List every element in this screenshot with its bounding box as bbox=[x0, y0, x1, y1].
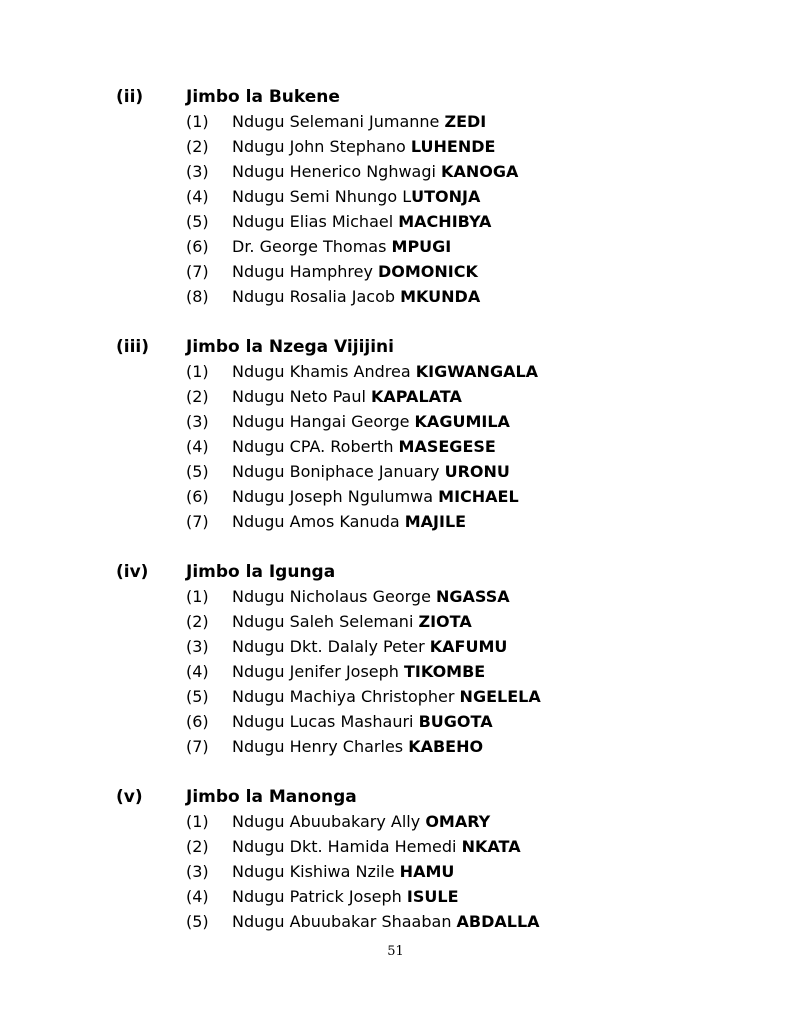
list-item bbox=[116, 359, 756, 384]
section-number: (iv) bbox=[116, 561, 149, 582]
list-item bbox=[116, 909, 756, 934]
entry-number: (5) bbox=[186, 687, 209, 706]
entry-name bbox=[232, 712, 493, 731]
given-names: Ndugu Henry Charles bbox=[232, 737, 409, 756]
surname: MASEGESE bbox=[398, 437, 496, 456]
section-heading bbox=[116, 84, 756, 109]
given-names: Ndugu Selemani Jumanne bbox=[232, 112, 445, 131]
constituency-section bbox=[116, 559, 756, 759]
entry-number: (8) bbox=[186, 287, 209, 306]
list-item bbox=[116, 459, 756, 484]
entry-number: (4) bbox=[186, 437, 209, 456]
given-names: Ndugu Henerico Nghwagi bbox=[232, 162, 442, 181]
surname: ZIOTA bbox=[418, 612, 472, 631]
section-number: (ii) bbox=[116, 86, 144, 107]
entry-number: (4) bbox=[186, 662, 209, 681]
surname: NGELELA bbox=[459, 687, 541, 706]
list-item bbox=[116, 134, 756, 159]
surname: BUGOTA bbox=[418, 712, 493, 731]
entry-number: (2) bbox=[186, 612, 209, 631]
list-item bbox=[116, 484, 756, 509]
entry-number: (7) bbox=[186, 737, 209, 756]
surname: URONU bbox=[444, 462, 510, 481]
entry-name bbox=[232, 287, 480, 306]
given-names: Ndugu Lucas Mashauri bbox=[232, 712, 419, 731]
section-heading bbox=[116, 334, 756, 359]
entry-number: (1) bbox=[186, 812, 209, 831]
list-item bbox=[116, 209, 756, 234]
entry-number: (4) bbox=[186, 187, 209, 206]
list-item bbox=[116, 684, 756, 709]
section-number: (v) bbox=[116, 786, 143, 807]
entry-name bbox=[232, 212, 491, 231]
surname: MACHIBYA bbox=[398, 212, 492, 231]
entry-name bbox=[232, 887, 459, 906]
given-names: Ndugu Abuubakar Shaaban bbox=[232, 912, 457, 931]
entry-number: (6) bbox=[186, 487, 209, 506]
entry-number: (4) bbox=[186, 887, 209, 906]
entry-number: (3) bbox=[186, 862, 209, 881]
list-item bbox=[116, 884, 756, 909]
entry-number: (6) bbox=[186, 712, 209, 731]
list-item bbox=[116, 859, 756, 884]
entry-name bbox=[232, 487, 519, 506]
given-names: Ndugu Nicholaus George bbox=[232, 587, 437, 606]
entry-name bbox=[232, 862, 454, 881]
surname: ABDALLA bbox=[456, 912, 540, 931]
given-names: Ndugu Rosalia Jacob bbox=[232, 287, 401, 306]
entry-name bbox=[232, 362, 538, 381]
entry-name bbox=[232, 662, 485, 681]
entry-name bbox=[232, 612, 472, 631]
given-names: Ndugu Semi Nhungo L bbox=[232, 187, 412, 206]
entry-name bbox=[232, 112, 486, 131]
section-title: Jimbo la Manonga bbox=[186, 786, 357, 807]
list-item bbox=[116, 634, 756, 659]
given-names: Ndugu Saleh Selemani bbox=[232, 612, 419, 631]
list-item bbox=[116, 284, 756, 309]
list-item bbox=[116, 834, 756, 859]
section-title: Jimbo la Nzega Vijijini bbox=[186, 336, 394, 357]
given-names: Ndugu Kishiwa Nzile bbox=[232, 862, 400, 881]
surname: UTONJA bbox=[411, 187, 481, 206]
entry-number: (7) bbox=[186, 262, 209, 281]
entry-number: (6) bbox=[186, 237, 209, 256]
entry-number: (5) bbox=[186, 462, 209, 481]
section-title: Jimbo la Igunga bbox=[186, 561, 336, 582]
list-item bbox=[116, 259, 756, 284]
list-item bbox=[116, 709, 756, 734]
list-item bbox=[116, 159, 756, 184]
entry-name bbox=[232, 387, 462, 406]
list-item bbox=[116, 584, 756, 609]
given-names: Ndugu Jenifer Joseph bbox=[232, 662, 405, 681]
surname: MICHAEL bbox=[438, 487, 519, 506]
surname: MKUNDA bbox=[400, 287, 481, 306]
entry-name bbox=[232, 812, 490, 831]
constituency-section bbox=[116, 334, 756, 534]
surname: HAMU bbox=[399, 862, 455, 881]
given-names: Ndugu Amos Kanuda bbox=[232, 512, 405, 531]
surname: OMARY bbox=[425, 812, 491, 831]
given-names: Ndugu Joseph Ngulumwa bbox=[232, 487, 439, 506]
entry-name bbox=[232, 137, 495, 156]
entry-name bbox=[232, 512, 466, 531]
list-item bbox=[116, 434, 756, 459]
given-names: Ndugu Neto Paul bbox=[232, 387, 372, 406]
page-number: 51 bbox=[387, 944, 404, 959]
surname: ISULE bbox=[406, 887, 459, 906]
given-names: Ndugu Machiya Christopher bbox=[232, 687, 460, 706]
list-item bbox=[116, 384, 756, 409]
entry-name bbox=[232, 237, 451, 256]
given-names: Ndugu Abuubakary Ally bbox=[232, 812, 426, 831]
surname: KAFUMU bbox=[429, 637, 508, 656]
entry-number: (1) bbox=[186, 587, 209, 606]
surname: DOMONICK bbox=[378, 262, 478, 281]
surname: KIGWANGALA bbox=[415, 362, 539, 381]
list-item bbox=[116, 609, 756, 634]
entry-number: (3) bbox=[186, 162, 209, 181]
entry-name bbox=[232, 587, 510, 606]
given-names: Ndugu CPA. Roberth bbox=[232, 437, 399, 456]
list-item bbox=[116, 509, 756, 534]
entry-name bbox=[232, 412, 510, 431]
surname: KANOGA bbox=[441, 162, 519, 181]
surname: MPUGI bbox=[391, 237, 452, 256]
given-names: Ndugu Patrick Joseph bbox=[232, 887, 407, 906]
entry-name bbox=[232, 162, 518, 181]
entry-name bbox=[232, 462, 510, 481]
entry-number: (1) bbox=[186, 362, 209, 381]
surname: KAGUMILA bbox=[414, 412, 510, 431]
list-item bbox=[116, 109, 756, 134]
surname: ZEDI bbox=[444, 112, 487, 131]
entry-name bbox=[232, 262, 478, 281]
constituency-section bbox=[116, 84, 756, 309]
section-heading bbox=[116, 559, 756, 584]
entry-number: (3) bbox=[186, 412, 209, 431]
given-names: Dr. George Thomas bbox=[232, 237, 392, 256]
given-names: Ndugu John Stephano bbox=[232, 137, 411, 156]
surname: MAJILE bbox=[404, 512, 467, 531]
entry-number: (5) bbox=[186, 212, 209, 231]
section-title: Jimbo la Bukene bbox=[186, 86, 340, 107]
given-names: Ndugu Dkt. Dalaly Peter bbox=[232, 637, 430, 656]
section-number: (iii) bbox=[116, 336, 150, 357]
given-names: Ndugu Hamphrey bbox=[232, 262, 378, 281]
list-item bbox=[116, 734, 756, 759]
surname: KABEHO bbox=[408, 737, 484, 756]
entry-name bbox=[232, 687, 541, 706]
list-item bbox=[116, 184, 756, 209]
constituency-section bbox=[116, 784, 756, 934]
entry-number: (7) bbox=[186, 512, 209, 531]
candidate-list bbox=[116, 84, 756, 959]
entry-name bbox=[232, 737, 483, 756]
entry-number: (2) bbox=[186, 387, 209, 406]
surname: NGASSA bbox=[436, 587, 510, 606]
entry-number: (2) bbox=[186, 137, 209, 156]
list-item bbox=[116, 234, 756, 259]
surname: TIKOMBE bbox=[404, 662, 486, 681]
surname: LUHENDE bbox=[410, 137, 496, 156]
entry-name bbox=[232, 912, 540, 931]
entry-name bbox=[232, 437, 496, 456]
entry-name bbox=[232, 837, 521, 856]
section-heading bbox=[116, 784, 756, 809]
entry-number: (1) bbox=[186, 112, 209, 131]
list-item bbox=[116, 809, 756, 834]
given-names: Ndugu Khamis Andrea bbox=[232, 362, 416, 381]
given-names: Ndugu Elias Michael bbox=[232, 212, 399, 231]
surname: KAPALATA bbox=[371, 387, 462, 406]
entry-number: (2) bbox=[186, 837, 209, 856]
list-item bbox=[116, 659, 756, 684]
given-names: Ndugu Boniphace January bbox=[232, 462, 445, 481]
surname: NKATA bbox=[461, 837, 521, 856]
entry-number: (3) bbox=[186, 637, 209, 656]
given-names: Ndugu Dkt. Hamida Hemedi bbox=[232, 837, 462, 856]
entry-name bbox=[232, 637, 507, 656]
entry-name bbox=[232, 187, 480, 206]
entry-number: (5) bbox=[186, 912, 209, 931]
list-item bbox=[116, 409, 756, 434]
given-names: Ndugu Hangai George bbox=[232, 412, 415, 431]
